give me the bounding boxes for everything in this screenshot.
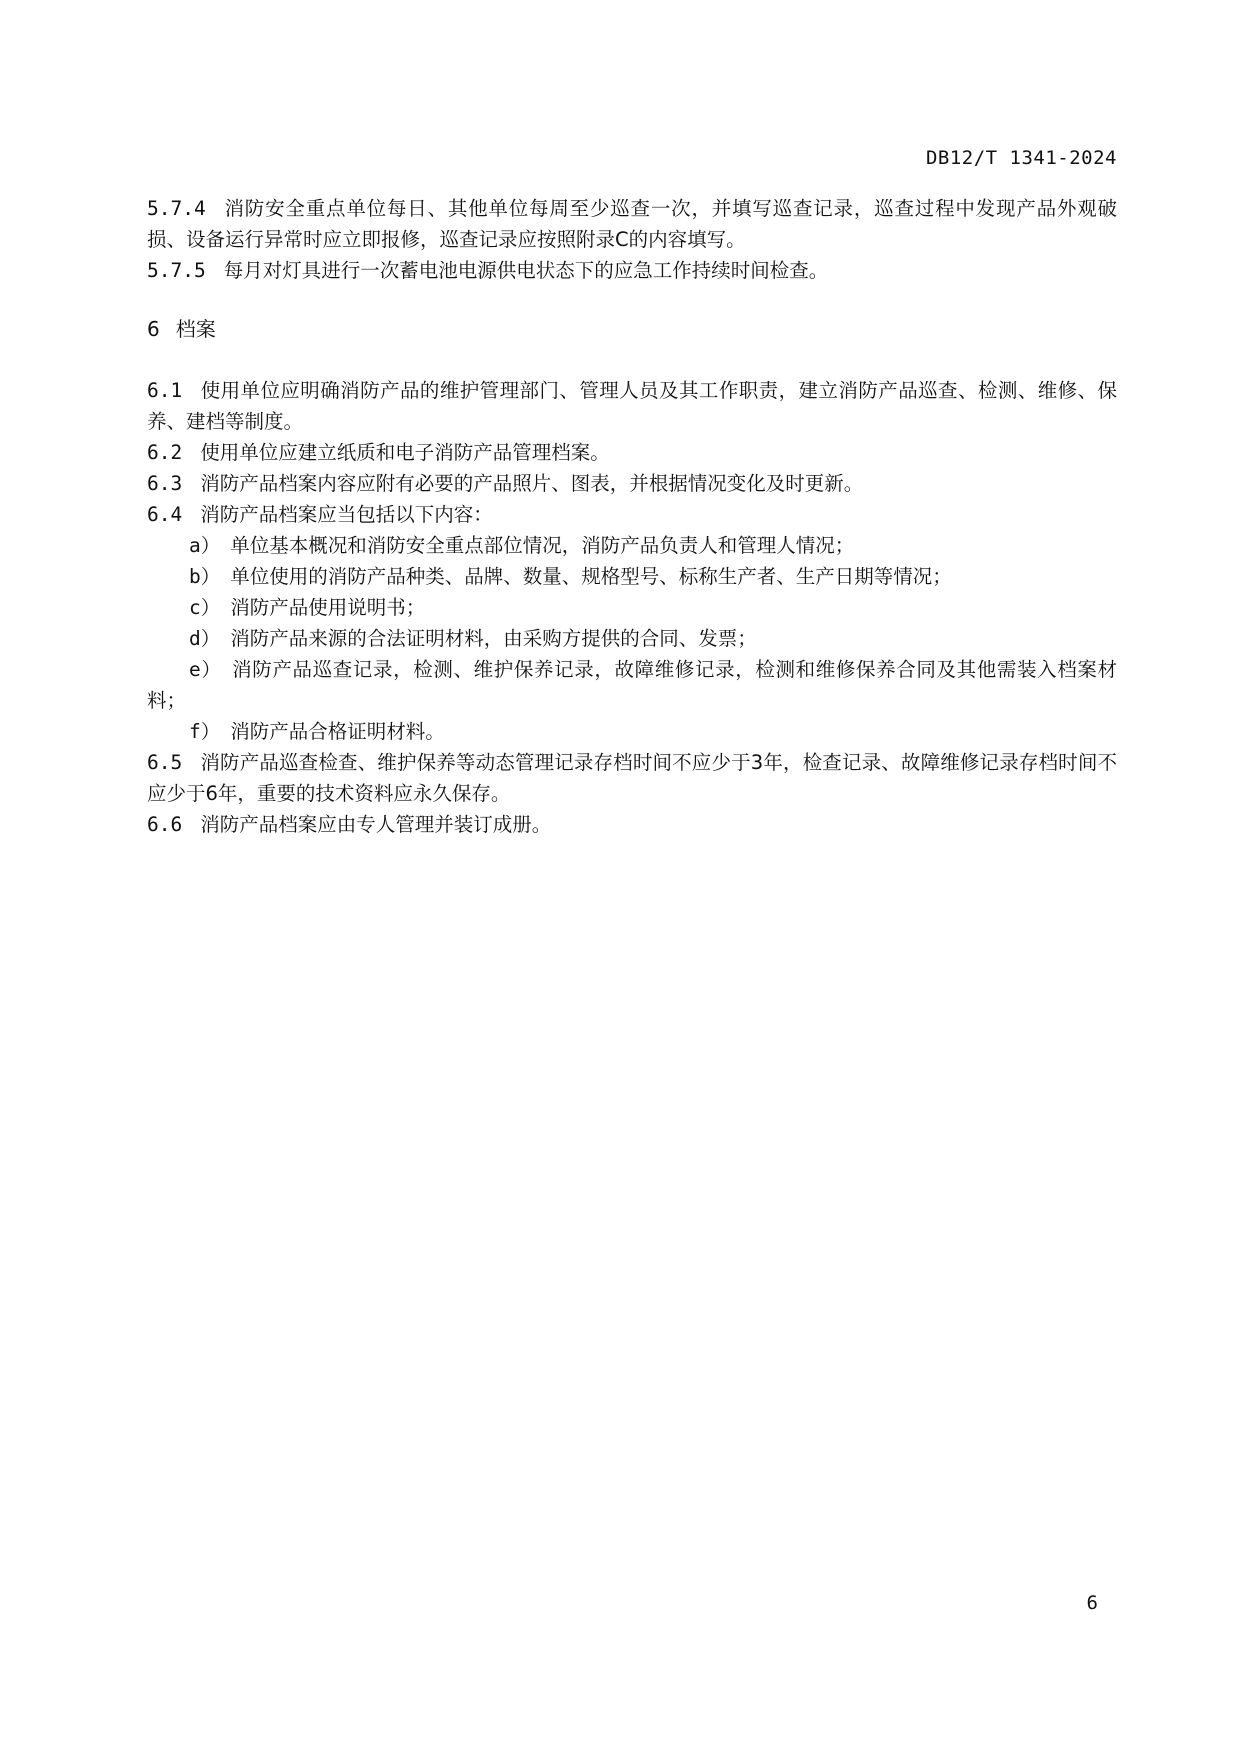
list-item-text: 消防产品使用说明书； xyxy=(230,596,426,619)
list-item-text: 单位基本概况和消防安全重点部位情况，消防产品负责人和管理人情况； xyxy=(230,534,855,557)
clause-6-2 xyxy=(147,437,1117,468)
clause-6-4 xyxy=(147,499,1117,530)
list-item-d xyxy=(147,623,1117,654)
clause-text: 消防产品巡查检查、维护保养等动态管理记录存档时间不应少于3年，检查记录、故障维修记录存档时间不应少于6年，重要的技术资料应永久保存。 xyxy=(147,751,1117,805)
clause-number: 6.1 xyxy=(147,379,183,402)
list-item-text: 消防产品巡查记录，检测、维护保养记录，故障维修记录，检测和维修保养合同及其他需装入档案材料； xyxy=(147,658,1117,712)
clause-6-1 xyxy=(147,375,1117,437)
clause-number: 5.7.4 xyxy=(147,197,206,220)
document-code: DB12/T 1341-2024 xyxy=(925,147,1117,169)
clause-6-6 xyxy=(147,809,1117,840)
clause-number: 6.6 xyxy=(147,813,183,836)
list-item-a xyxy=(147,530,1117,561)
clause-number: 6.5 xyxy=(147,751,183,774)
clause-text: 消防产品档案应当包括以下内容： xyxy=(200,503,493,526)
list-marker: d） xyxy=(189,627,221,650)
clause-6-5 xyxy=(147,747,1117,809)
clause-6-3 xyxy=(147,468,1117,499)
list-item-text: 单位使用的消防产品种类、品牌、数量、规格型号、标称生产者、生产日期等情况； xyxy=(230,565,952,588)
list-marker: b） xyxy=(189,565,221,588)
clause-5-7-4 xyxy=(147,193,1117,255)
section-title: 档案 xyxy=(175,317,216,341)
list-marker: e） xyxy=(189,658,222,681)
clause-text: 消防产品档案应由专人管理并装订成册。 xyxy=(200,813,552,836)
clause-number: 6.3 xyxy=(147,472,183,495)
clause-text: 每月对灯具进行一次蓄电池电源供电状态下的应急工作持续时间检查。 xyxy=(223,259,829,282)
list-item-text: 消防产品来源的合法证明材料，由采购方提供的合同、发票； xyxy=(230,627,757,650)
list-item-e xyxy=(147,654,1117,716)
page-number: 6 xyxy=(1086,1592,1098,1614)
clause-number: 6.4 xyxy=(147,503,183,526)
list-item-text: 消防产品合格证明材料。 xyxy=(230,720,445,743)
clause-text: 使用单位应明确消防产品的维护管理部门、管理人员及其工作职责，建立消防产品巡查、检测、维修、保养、建档等制度。 xyxy=(147,379,1117,433)
list-item-b xyxy=(147,561,1117,592)
list-item-c xyxy=(147,592,1117,623)
section-heading-6 xyxy=(147,314,1117,345)
clause-number: 6.2 xyxy=(147,441,183,464)
document-body xyxy=(147,193,1117,840)
clause-text: 消防安全重点单位每日、其他单位每周至少巡查一次，并填写巡查记录，巡查过程中发现产品外观破损、设备运行异常时应立即报修，巡查记录应按照附录C的内容填写。 xyxy=(147,197,1117,251)
list-item-f xyxy=(147,716,1117,747)
clause-number: 5.7.5 xyxy=(147,259,206,282)
clause-text: 消防产品档案内容应附有必要的产品照片、图表，并根据情况变化及时更新。 xyxy=(200,472,864,495)
list-marker: c） xyxy=(189,596,221,619)
clause-5-7-5 xyxy=(147,255,1117,286)
section-number: 6 xyxy=(147,317,160,341)
list-marker: f） xyxy=(189,720,221,743)
list-marker: a） xyxy=(189,534,221,557)
clause-text: 使用单位应建立纸质和电子消防产品管理档案。 xyxy=(200,441,610,464)
